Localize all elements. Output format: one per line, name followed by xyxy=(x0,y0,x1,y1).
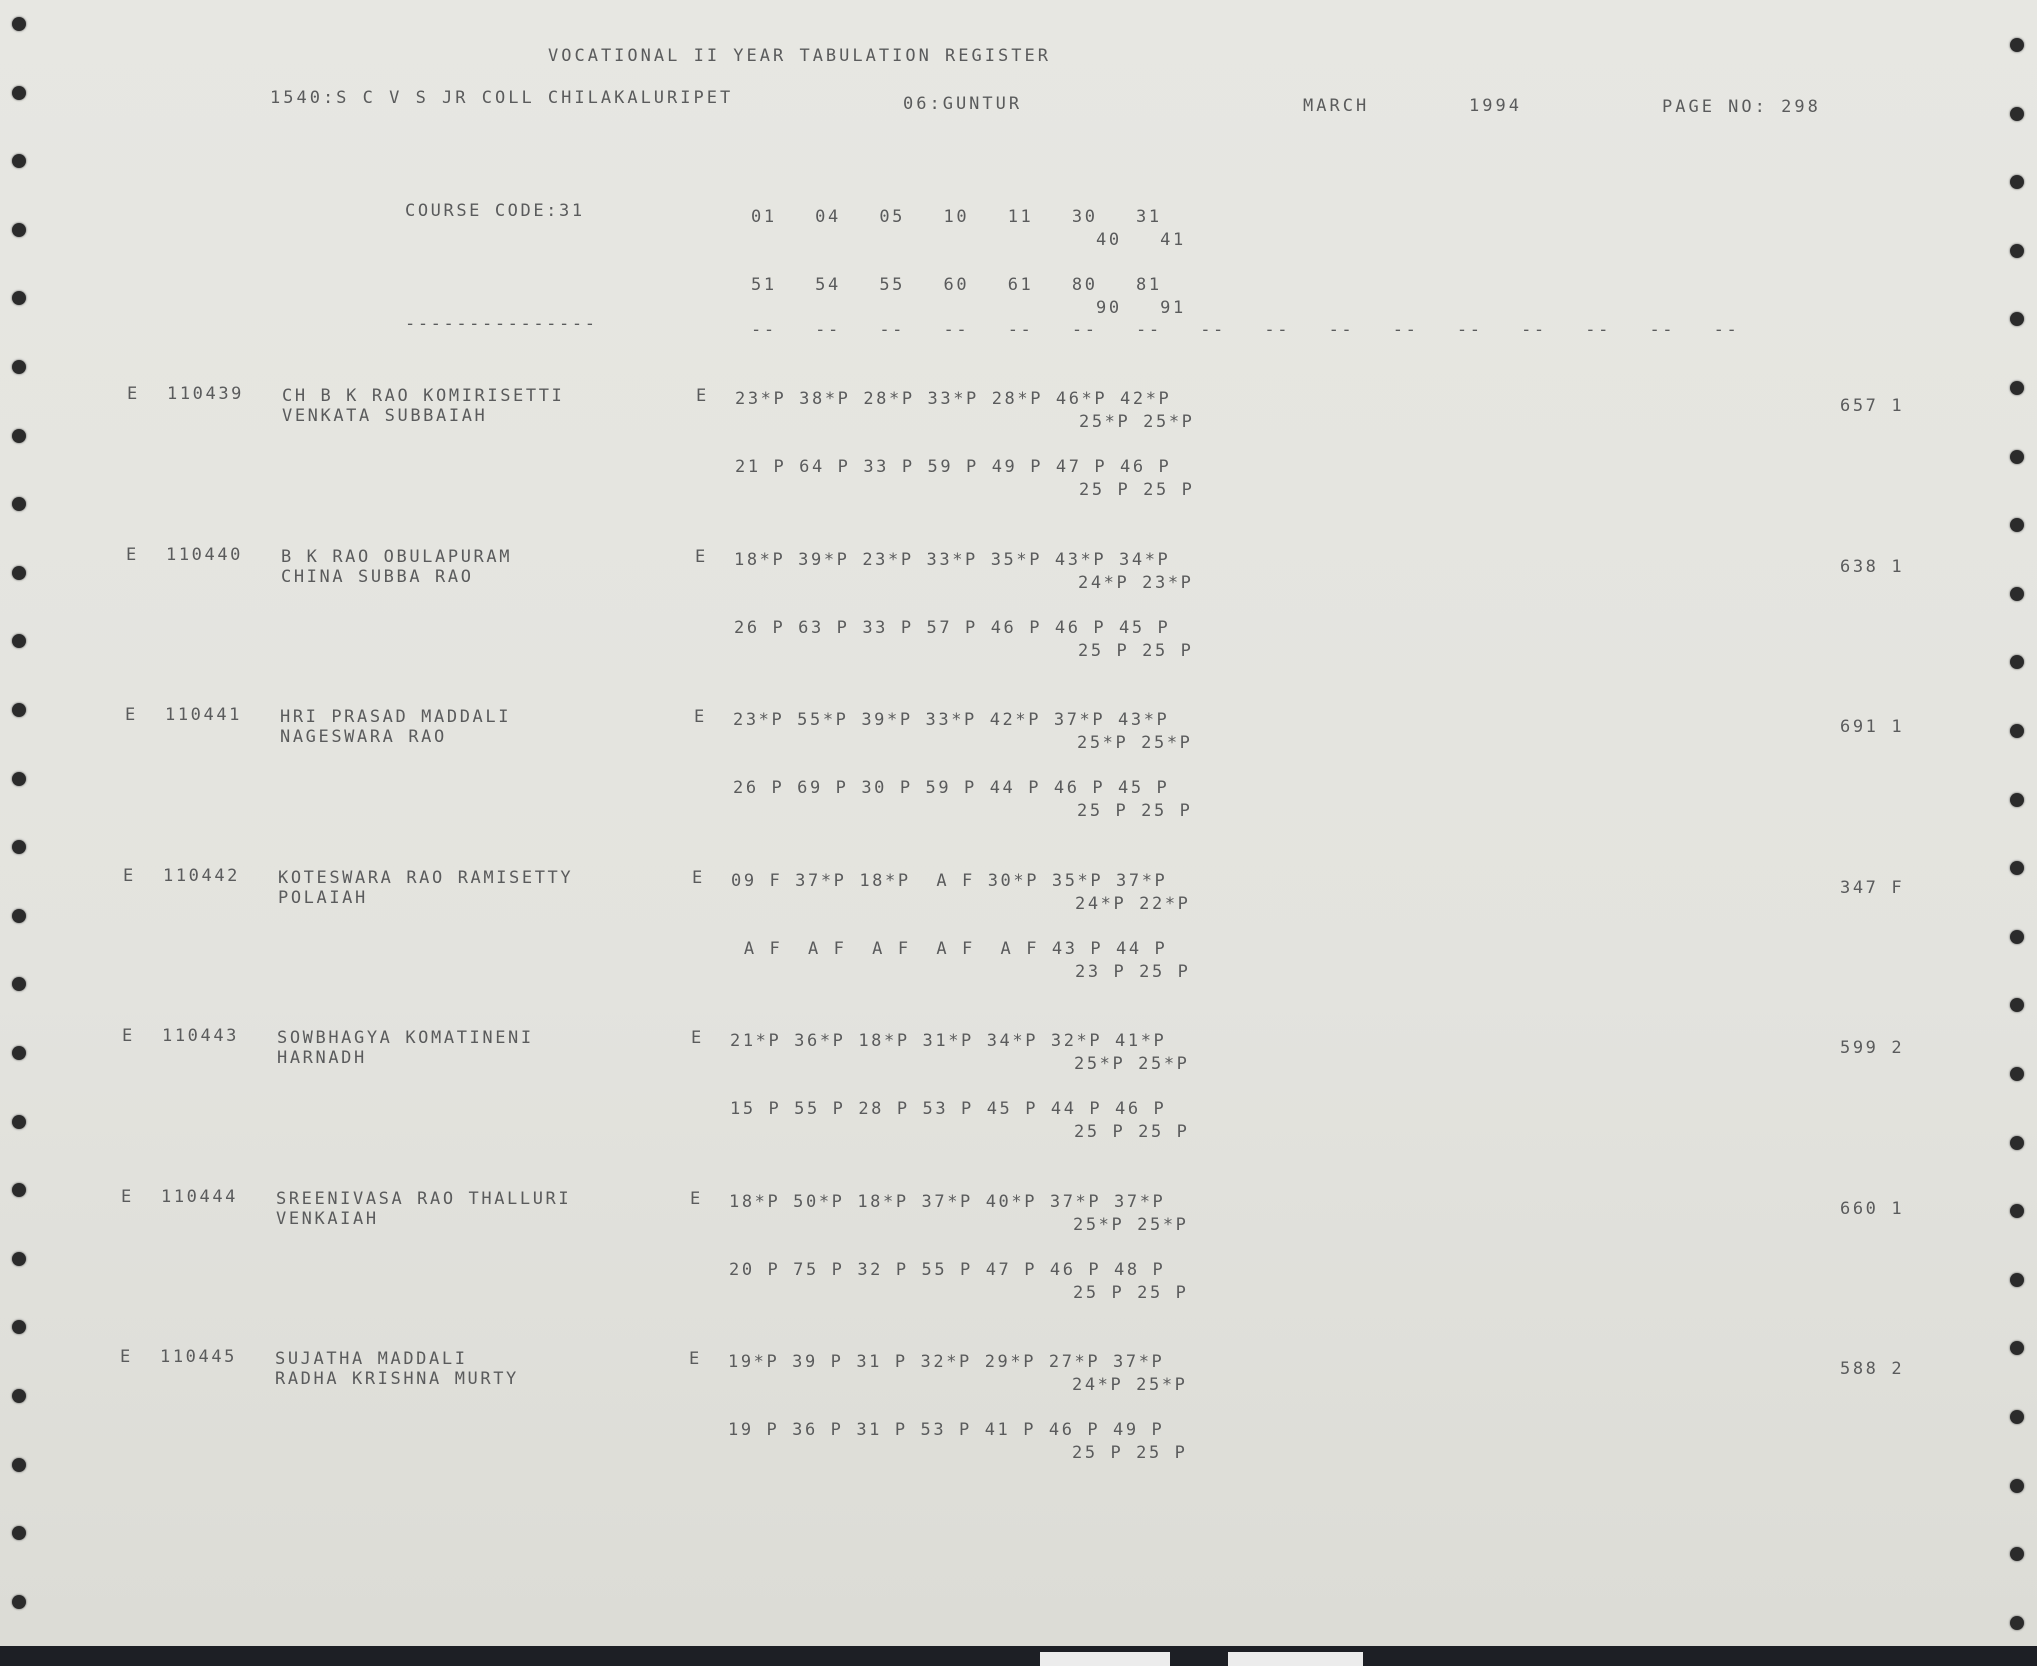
marks-row1b: 25*P 25*P xyxy=(1079,412,1195,432)
hall-ticket-number: 110442 xyxy=(163,865,241,886)
student-name: SOWBHAGYA KOMATINENI xyxy=(277,1028,534,1048)
hall-ticket-number: 110439 xyxy=(167,384,245,404)
feed-hole xyxy=(12,840,26,854)
marks-row2: 21 P 64 P 33 P 59 P 49 P 47 P 46 P xyxy=(735,457,1172,477)
feed-hole xyxy=(12,1526,26,1540)
student-name: KOTESWARA RAO RAMISETTY xyxy=(278,867,574,888)
father-name: VENKATA SUBBAIAH xyxy=(282,406,488,426)
medium-code: E xyxy=(126,544,139,565)
feed-hole xyxy=(2010,587,2024,601)
course-code-label: COURSE CODE:31 xyxy=(405,201,585,221)
feed-hole xyxy=(12,1115,26,1129)
feed-hole xyxy=(12,1183,26,1197)
total-and-result: 347 F xyxy=(1840,877,1905,898)
total-and-result: 657 1 xyxy=(1840,396,1905,416)
feed-hole xyxy=(12,223,26,237)
father-name: POLAIAH xyxy=(278,887,368,908)
subject-codes-row1b: 40 41 xyxy=(1096,230,1186,250)
register-title: VOCATIONAL II YEAR TABULATION REGISTER xyxy=(548,46,1051,66)
feed-hole xyxy=(2010,38,2024,52)
feed-hole xyxy=(2010,1273,2024,1287)
student-name: HRI PRASAD MADDALI xyxy=(280,707,512,727)
feed-hole xyxy=(12,703,26,717)
marks-row1b: 25*P 25*P xyxy=(1077,733,1193,753)
feed-hole xyxy=(2010,1341,2024,1355)
marks-row2: 19 P 36 P 31 P 53 P 41 P 46 P 49 P xyxy=(728,1420,1165,1440)
feed-hole xyxy=(12,1389,26,1403)
subject-codes-row2b: 90 91 xyxy=(1096,298,1186,318)
marks-row1b: 24*P 23*P xyxy=(1078,572,1194,593)
marks-row2b: 25 P 25 P xyxy=(1079,480,1195,500)
hall-ticket-number: 110440 xyxy=(166,544,244,565)
feed-hole xyxy=(12,634,26,648)
feed-hole xyxy=(12,154,26,168)
header-underline: --------------- xyxy=(405,314,598,334)
feed-hole xyxy=(2010,655,2024,669)
student-name: CH B K RAO KOMIRISETTI xyxy=(282,386,565,406)
marks-row1b: 24*P 25*P xyxy=(1072,1375,1188,1395)
feed-hole xyxy=(2010,312,2024,326)
marks-row2b: 25 P 25 P xyxy=(1077,801,1193,821)
feed-hole xyxy=(12,1320,26,1334)
father-name: CHINA SUBBA RAO xyxy=(281,566,474,587)
feed-hole xyxy=(2010,518,2024,532)
marks-row2: 26 P 63 P 33 P 57 P 46 P 46 P 45 P xyxy=(734,617,1171,638)
marks-row1b: 25*P 25*P xyxy=(1074,1054,1190,1074)
marks-row2: 26 P 69 P 30 P 59 P 44 P 46 P 45 P xyxy=(733,778,1170,798)
feed-hole xyxy=(2010,930,2024,944)
marks-row2b: 25 P 25 P xyxy=(1073,1282,1189,1303)
feed-hole xyxy=(2010,861,2024,875)
total-and-result: 638 1 xyxy=(1840,556,1905,577)
feed-hole xyxy=(12,291,26,305)
column-dashes: -- -- -- -- -- -- -- -- -- -- -- -- -- -- -- -- xyxy=(751,320,1740,340)
feed-hole xyxy=(12,772,26,786)
father-name: HARNADH xyxy=(277,1048,367,1068)
feed-hole xyxy=(12,1252,26,1266)
student-name: B K RAO OBULAPURAM xyxy=(281,546,513,567)
father-name: RADHA KRISHNA MURTY xyxy=(275,1369,519,1389)
hall-ticket-number: 110441 xyxy=(165,705,243,725)
feed-hole xyxy=(2010,1204,2024,1218)
marks-row2b: 25 P 25 P xyxy=(1074,1122,1190,1142)
feed-hole xyxy=(12,429,26,443)
feed-hole xyxy=(2010,1067,2024,1081)
feed-hole xyxy=(12,1046,26,1060)
bottom-edge-block xyxy=(1228,1652,1363,1666)
marks-row2: 20 P 75 P 32 P 55 P 47 P 46 P 48 P xyxy=(729,1259,1166,1280)
feed-hole xyxy=(2010,107,2024,121)
exam-year: 1994 xyxy=(1469,96,1522,116)
marks-row2: A F A F A F A F A F 43 P 44 P xyxy=(731,938,1168,959)
marks-row1: 09 F 37*P 18*P A F 30*P 35*P 37*P xyxy=(731,870,1168,891)
marks-row1: 23*P 38*P 28*P 33*P 28*P 46*P 42*P xyxy=(735,389,1172,409)
subject-codes-row2: 51 54 55 60 61 80 81 xyxy=(751,275,1162,295)
feed-hole xyxy=(12,360,26,374)
feed-hole xyxy=(12,1458,26,1472)
feed-hole xyxy=(12,17,26,31)
marks-row1: 18*P 39*P 23*P 33*P 35*P 43*P 34*P xyxy=(734,549,1171,570)
hall-ticket-number: 110445 xyxy=(160,1347,238,1367)
language-code: E xyxy=(692,867,705,888)
medium-code: E xyxy=(125,705,138,725)
student-name: SUJATHA MADDALI xyxy=(275,1349,468,1369)
feed-hole xyxy=(12,497,26,511)
hall-ticket-number: 110444 xyxy=(161,1186,239,1207)
medium-code: E xyxy=(122,1026,135,1046)
subject-codes-row1: 01 04 05 10 11 30 31 xyxy=(751,207,1162,227)
feed-hole xyxy=(12,566,26,580)
bottom-edge xyxy=(0,1646,2037,1666)
father-name: VENKAIAH xyxy=(276,1208,379,1229)
language-code: E xyxy=(691,1028,704,1048)
language-code: E xyxy=(696,386,709,406)
feed-hole xyxy=(2010,1547,2024,1561)
total-and-result: 599 2 xyxy=(1840,1038,1905,1058)
marks-row2b: 25 P 25 P xyxy=(1072,1443,1188,1463)
marks-row1b: 24*P 22*P xyxy=(1075,893,1191,914)
feed-hole xyxy=(12,86,26,100)
marks-row2: 15 P 55 P 28 P 53 P 45 P 44 P 46 P xyxy=(730,1099,1167,1119)
language-code: E xyxy=(694,707,707,727)
feed-hole xyxy=(2010,450,2024,464)
feed-hole xyxy=(2010,1479,2024,1493)
total-and-result: 660 1 xyxy=(1840,1198,1905,1219)
marks-row1: 23*P 55*P 39*P 33*P 42*P 37*P 43*P xyxy=(733,710,1170,730)
page-number: PAGE NO: 298 xyxy=(1662,97,1821,117)
left-tractor-holes xyxy=(0,0,40,1646)
total-and-result: 588 2 xyxy=(1840,1359,1905,1379)
marks-row2b: 25 P 25 P xyxy=(1078,640,1194,661)
feed-hole xyxy=(2010,998,2024,1012)
medium-code: E xyxy=(123,865,136,886)
marks-row2b: 23 P 25 P xyxy=(1075,961,1191,982)
feed-hole xyxy=(2010,1136,2024,1150)
bottom-edge-block xyxy=(1040,1652,1170,1666)
language-code: E xyxy=(690,1188,703,1209)
feed-hole xyxy=(12,1595,26,1609)
marks-row1b: 25*P 25*P xyxy=(1073,1214,1189,1235)
feed-hole xyxy=(2010,793,2024,807)
marks-row1: 21*P 36*P 18*P 31*P 34*P 32*P 41*P xyxy=(730,1031,1167,1051)
feed-hole xyxy=(2010,1616,2024,1630)
exam-month: MARCH xyxy=(1303,96,1370,116)
feed-hole xyxy=(2010,1410,2024,1424)
student-name: SREENIVASA RAO THALLURI xyxy=(276,1188,572,1209)
language-code: E xyxy=(689,1349,702,1369)
feed-hole xyxy=(2010,175,2024,189)
feed-hole xyxy=(2010,244,2024,258)
college-name: 1540:S C V S JR COLL CHILAKALURIPET xyxy=(270,88,734,108)
feed-hole xyxy=(2010,724,2024,738)
total-and-result: 691 1 xyxy=(1840,717,1905,737)
right-tractor-holes xyxy=(1997,0,2037,1646)
feed-hole xyxy=(2010,381,2024,395)
marks-row1: 19*P 39 P 31 P 32*P 29*P 27*P 37*P xyxy=(728,1352,1165,1372)
medium-code: E xyxy=(121,1186,134,1207)
district: 06:GUNTUR xyxy=(903,94,1023,114)
language-code: E xyxy=(695,546,708,567)
father-name: NAGESWARA RAO xyxy=(280,727,447,747)
marks-row1: 18*P 50*P 18*P 37*P 40*P 37*P 37*P xyxy=(729,1191,1166,1212)
medium-code: E xyxy=(127,384,140,404)
feed-hole xyxy=(12,909,26,923)
feed-hole xyxy=(12,977,26,991)
hall-ticket-number: 110443 xyxy=(162,1026,240,1046)
medium-code: E xyxy=(120,1347,133,1367)
